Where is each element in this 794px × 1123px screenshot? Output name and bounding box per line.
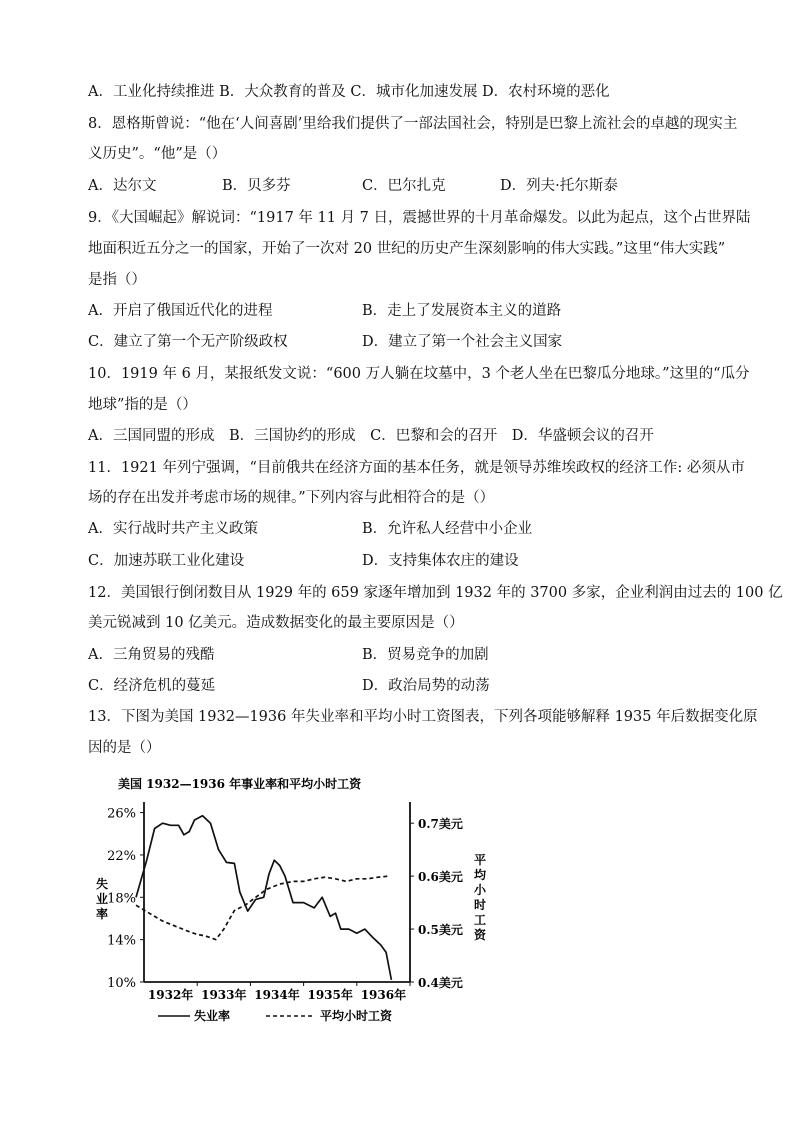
q12-option-c[interactable]: C．经济危机的蔓延 (88, 678, 216, 694)
q8-option-d[interactable]: D．列夫·托尔斯泰 (500, 178, 618, 194)
q8-option-a[interactable]: A．达尔文 (88, 178, 157, 194)
q8-stem-line-2: 义历史”。“他”是（） (88, 146, 227, 162)
svg-text:失业率: 失业率 (96, 877, 109, 921)
y2-tick-label: 0.6美元 (418, 870, 463, 885)
q11-option-c[interactable]: C．加速苏联工业化建设 (88, 553, 245, 569)
q9-stem-line-3: 是指（） (88, 272, 146, 288)
y2-tick-label: 0.5美元 (418, 923, 463, 938)
q9-stem-line-2: 地面积近五分之一的国家，开始了一次对 20 世纪的历史产生深刻影响的伟大实践。”这里“伟大实践” (88, 241, 726, 257)
y2-axis-label (474, 852, 487, 942)
y-tick-label: 26% (107, 806, 136, 822)
q8-stem-line-1: 8．恩格斯曾说：“他在‘人间喜剧’里给我们提供了一部法国社会，特别是巴黎上流社会的卓越的现实主 (88, 116, 738, 132)
q9-stem-line-1: 9．《大国崛起》解说词：“1917 年 11 月 7 日，震撼世界的十月革命爆发。以此为起点，这个占世界陆 (88, 210, 751, 226)
q13-stem-line-2: 因的是（） (88, 740, 161, 756)
unemployment-wage-chart (88, 768, 488, 1028)
q11-option-a[interactable]: A．实行战时共产主义政策 (88, 521, 258, 537)
legend-unemployment: 失业率 (194, 1009, 231, 1023)
q9-option-c[interactable]: C．建立了第一个无产阶级政权 (88, 334, 288, 350)
chart-title: 美国 1932—1936 年事业率和平均小时工资 (118, 777, 362, 791)
x-tick-label: 1935年 (307, 988, 353, 1002)
q7-options: A．工业化持续推进 B．大众教育的普及 C．城市化加速发展 D．农村环境的恶化 (88, 84, 610, 100)
q9-option-a[interactable]: A．开启了俄国近代化的进程 (88, 303, 273, 319)
svg-text:平均小时工资: 平均小时工资 (474, 853, 487, 942)
y-tick-label: 14% (107, 933, 136, 949)
q10-options[interactable]: A．三国同盟的形成 B．三国协约的形成 C．巴黎和会的召开 D．华盛顿会议的召开 (88, 428, 654, 444)
q10-stem-line-2: 地球”指的是（） (88, 397, 197, 413)
q11-option-b[interactable]: B．允许私人经营中小企业 (362, 521, 533, 537)
q12-stem-line-2: 美元锐减到 10 亿美元。造成数据变化的最主要原因是（） (88, 615, 464, 631)
x-tick-label: 1932年 (147, 988, 194, 1002)
legend-wage: 平均小时工资 (320, 1009, 393, 1023)
x-tick-label: 1936年 (360, 988, 407, 1002)
q9-option-b[interactable]: B．走上了发展资本主义的道路 (362, 303, 562, 319)
q9-option-d[interactable]: D．建立了第一个社会主义国家 (362, 334, 563, 350)
y-tick-label: 18% (107, 891, 136, 907)
y2-tick-label: 0.7美元 (418, 817, 463, 832)
q13-stem-line-1: 13．下图为美国 1932—1936 年失业率和平均小时工资图表，下列各项能够解释 1935 年后数据变化原 (88, 709, 758, 725)
q11-option-d[interactable]: D．支持集体农庄的建设 (362, 553, 519, 569)
y-tick-label: 22% (107, 848, 136, 864)
y-tick-label: 10% (107, 976, 136, 991)
chart-svg (88, 768, 488, 1028)
q8-option-c[interactable]: C．巴尔扎克 (362, 178, 446, 194)
q12-stem-line-1: 12．美国银行倒闭数目从 1929 年的 659 家逐年增加到 1932 年的 3700 多家，企业利润由过去的 100 亿 (88, 585, 783, 601)
q8-option-b[interactable]: B．贝多芬 (222, 178, 291, 194)
q11-stem-line-2: 场的存在出发并考虑市场的规律。”下列内容与此相符合的是（） (88, 490, 495, 506)
q12-option-d[interactable]: D．政治局势的动荡 (362, 678, 490, 694)
unemployment-rate-line (136, 816, 391, 980)
y2-tick-label: 0.4美元 (418, 976, 463, 990)
q11-stem-line-1: 11．1921 年列宁强调，“目前俄共在经济方面的基本任务，就是领导苏维埃政权的经济工作: 必须从市 (88, 460, 745, 476)
q12-option-b[interactable]: B．贸易竞争的加剧 (362, 647, 489, 663)
q12-option-a[interactable]: A．三角贸易的残酷 (88, 647, 215, 663)
x-tick-label: 1934年 (254, 988, 300, 1002)
x-tick-label: 1933年 (201, 988, 247, 1002)
q10-stem-line-1: 10．1919 年 6 月，某报纸发文说：“600 万人躺在坟墓中，3 个老人坐在巴黎瓜分地球。”这里的“瓜分 (88, 366, 750, 382)
